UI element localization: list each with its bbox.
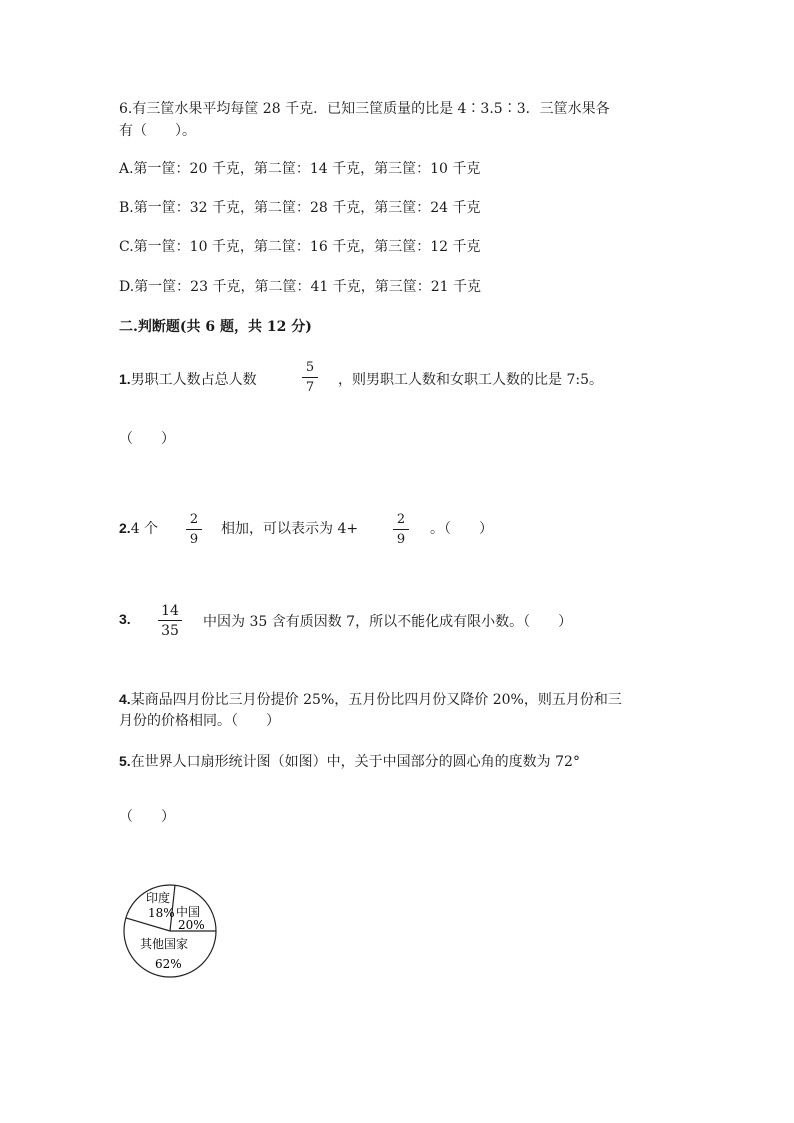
judgment-2 xyxy=(119,518,158,538)
judgment-5: 5.在世界人口扇形统计图（如图）中，关于中国部分的圆心角的度数为 72° xyxy=(119,753,580,770)
judgment-5-number: 5. xyxy=(119,753,131,769)
question-6-line1: 6.有三筐水果平均每筐 28 千克．已知三筐质量的比是 4∶3.5∶3．三筐水果各 xyxy=(119,101,610,117)
judgment-4-line2: 月份的价格相同。（ ） xyxy=(119,713,280,729)
judgment-2-fraction-1: 2 9 xyxy=(186,513,202,547)
judgment-3-number: 3. xyxy=(119,611,131,627)
judgment-1-text-pre: 男职工人数占总人数 xyxy=(130,372,257,388)
option-d: D.第一筐：23 千克，第二筐：41 千克，第三筐：21 千克 xyxy=(119,279,481,295)
pie-value-other: 62% xyxy=(155,957,182,971)
judgment-1 xyxy=(119,369,257,389)
section-title: 二.判断题(共 6 题，共 12 分) xyxy=(119,319,312,335)
pie-label-china: 中国 xyxy=(176,905,201,919)
judgment-5-answer-blank: （ ） xyxy=(119,809,175,825)
judgment-4-line1: 4.某商品四月份比三月份提价 25%，五月份比四月份又降价 20%，则五月份和三 xyxy=(119,691,622,708)
judgment-2-text-mid: 相加，可以表示为 4+ xyxy=(221,521,359,537)
pie-value-china: 20% xyxy=(178,918,205,932)
option-c: C.第一筐：10 千克，第二筐：16 千克，第三筐：12 千克 xyxy=(119,239,481,255)
judgment-2-text-post: 。（ ） xyxy=(430,521,493,537)
judgment-2-number: 2. xyxy=(119,520,131,536)
judgment-3-text: 中因为 35 含有质因数 7，所以不能化成有限小数。（ ） xyxy=(203,614,573,630)
judgment-2-fraction-2: 2 9 xyxy=(393,513,409,547)
judgment-3-fraction: 14 35 xyxy=(158,604,182,638)
judgment-1-answer-blank: （ ） xyxy=(119,431,175,447)
pie-label-other: 其他国家 xyxy=(140,937,189,951)
judgment-1-number: 1. xyxy=(119,371,131,387)
judgment-1-text-post: ，则男职工人数和女职工人数的比是 7:5。 xyxy=(338,372,603,388)
question-6-line2: 有（ ）。 xyxy=(119,123,196,139)
option-b: B.第一筐：32 千克，第二筐：28 千克，第三筐：24 千克 xyxy=(119,200,481,216)
judgment-4-number: 4. xyxy=(119,691,131,707)
pie-label-india: 印度 xyxy=(146,891,171,905)
judgment-2-text-pre: 4 个 xyxy=(130,521,159,537)
judgment-1-fraction: 5 7 xyxy=(302,361,318,395)
pie-value-india: 18% xyxy=(148,906,175,920)
population-pie-chart xyxy=(118,882,224,982)
option-a: A.第一筐：20 千克，第二筐：14 千克，第三筐：10 千克 xyxy=(119,161,481,177)
